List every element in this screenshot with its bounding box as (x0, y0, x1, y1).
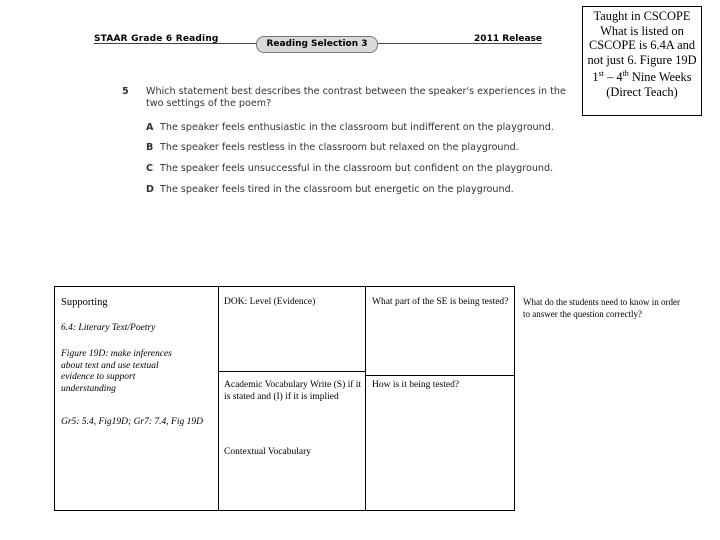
what-students-need: What do the students need to know in order to answer the question correctly? (523, 297, 680, 319)
answer-choice: C The speaker feels unsuccessful in the classroom but confident on the playground. (146, 163, 554, 174)
note-line-listed: What is listed on CSCOPE is 6.4A and not just 6. Figure 19D (587, 23, 697, 67)
what-part-tested: What part of the SE is being tested? (372, 297, 509, 307)
note-line-weeks: 1st – 4th Nine Weeks (592, 69, 692, 85)
academic-vocabulary: Academic Vocabulary Write (S) if it is stated and (I) if it is implied (224, 380, 362, 402)
teks-label: 6.4: Literary Text/Poetry (61, 323, 156, 333)
answer-choice: D The speaker feels tired in the classroom but energetic on the playground. (146, 184, 514, 195)
supporting-label: Supporting (61, 297, 108, 308)
answer-choice: B The speaker feels restless in the classroom but relaxed on the playground. (146, 142, 519, 153)
how-tested-cell (365, 375, 515, 511)
note-line-direct-teach: (Direct Teach) (606, 85, 678, 100)
note-line-taught: Taught in CSCOPE (593, 9, 691, 23)
dok-label: DOK: Level (Evidence) (224, 297, 316, 307)
test-title: STAAR Grade 6 Reading (94, 34, 219, 44)
release-year: 2011 Release (474, 34, 542, 44)
answer-choice: A The speaker feels enthusiastic in the classroom but indifferent on the playground. (146, 122, 554, 133)
cscope-note (582, 6, 702, 116)
figure-19d-text: Figure 19D: make inferences about text and use textual evidence to support understanding (61, 349, 172, 394)
question-text: Which statement best describes the contrast between the speaker's experiences in the two settings of the poem? (146, 86, 566, 109)
how-tested: How is it being tested? (372, 380, 460, 390)
test-header (94, 34, 542, 52)
contextual-vocabulary: Contextual Vocabulary (224, 447, 311, 457)
question-number: 5 (122, 86, 129, 97)
grade-alignment: Gr5: 5.4, Fig19D; Gr7: 7.4, Fig 19D (61, 417, 203, 427)
selection-label: Reading Selection 3 (256, 36, 378, 53)
